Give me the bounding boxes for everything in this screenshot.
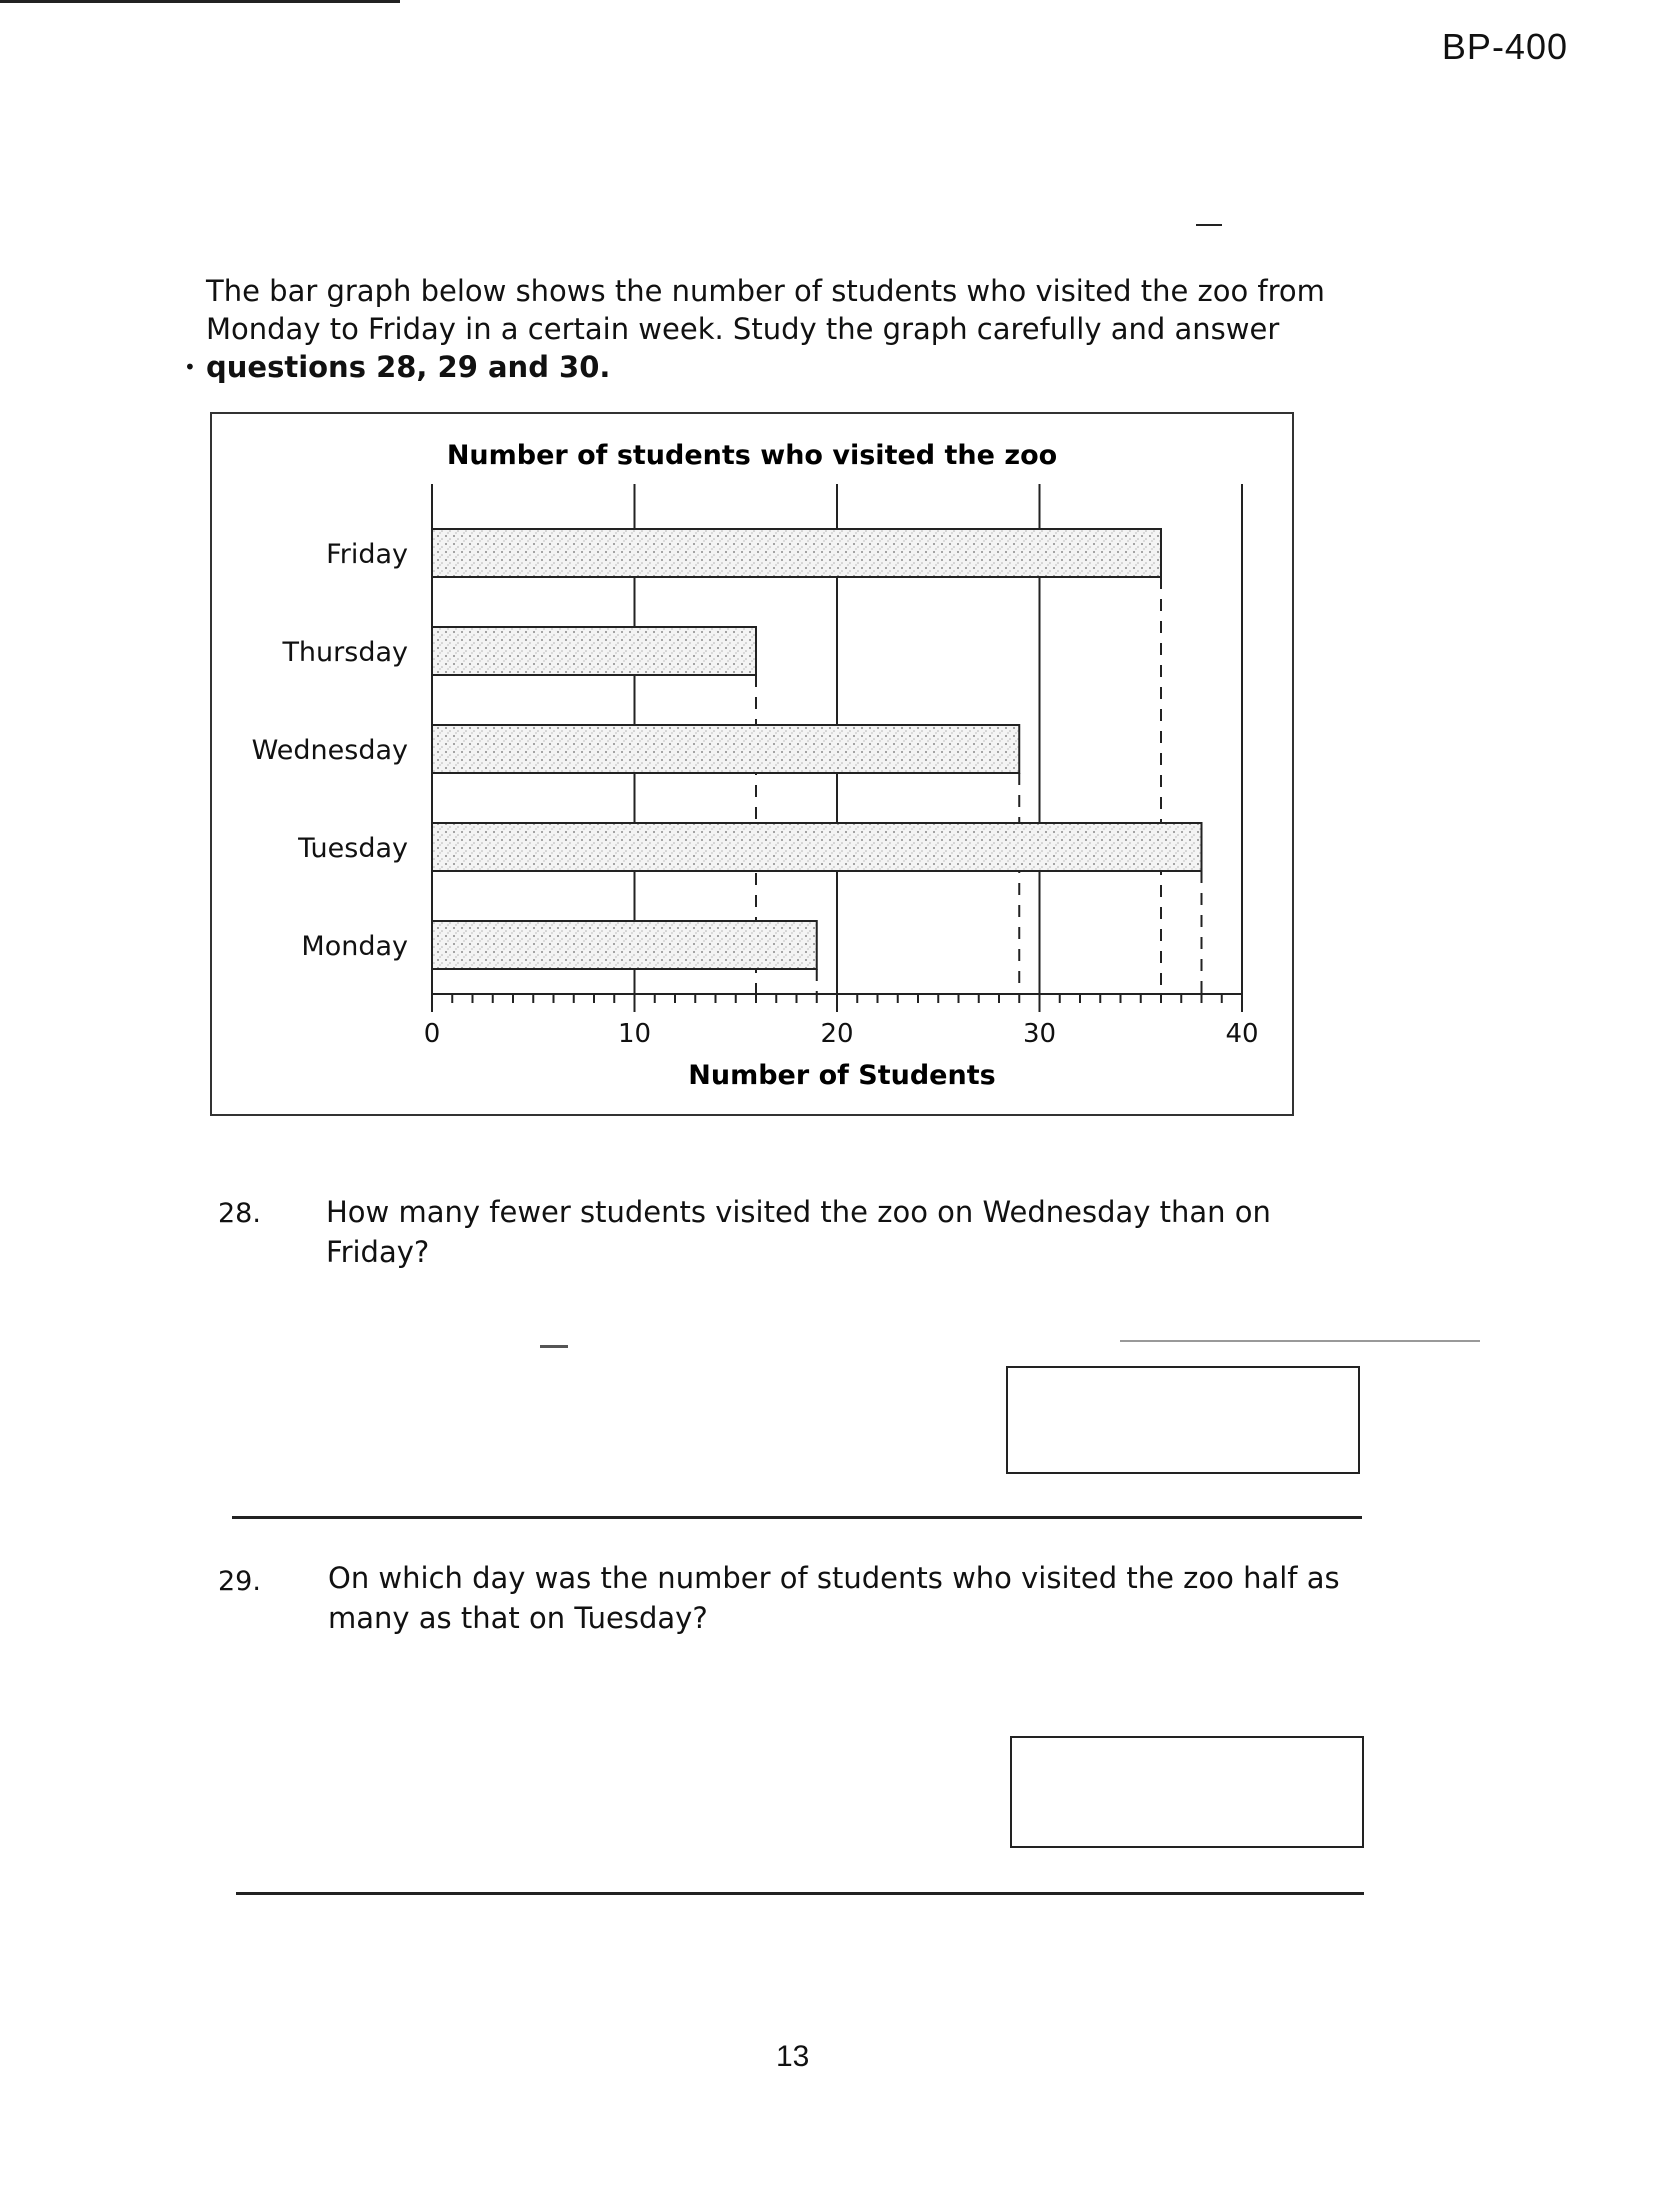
category-label: Thursday	[282, 637, 408, 668]
top-edge-rule	[0, 0, 400, 3]
paper-code: BP-400	[1441, 26, 1568, 67]
category-labels	[252, 539, 408, 962]
x-tick-label: 30	[1022, 1019, 1057, 1049]
bar-friday	[432, 529, 1161, 577]
intro-text: The bar graph below shows the number of students who visited the zoo from Monday to Friday in a certain week. Study the graph carefully and answer	[206, 274, 1325, 346]
bars	[432, 529, 1202, 994]
bar-monday	[432, 921, 817, 969]
scan-speck	[540, 1345, 568, 1348]
category-label: Tuesday	[298, 833, 408, 864]
scan-speck	[1120, 1340, 1480, 1342]
stray-dash	[1196, 224, 1222, 226]
category-label: Monday	[301, 931, 408, 962]
bar-tuesday	[432, 823, 1202, 871]
chart-frame	[210, 412, 1294, 1116]
question-28-text: How many fewer students visited the zoo on Wednesday than on Friday?	[326, 1195, 1271, 1269]
intro-bold-text: questions 28, 29 and 30.	[206, 350, 611, 384]
bar-chart	[212, 414, 1292, 1114]
question-29-text: On which day was the number of students who visited the zoo half as many as that on Tuesday?	[328, 1561, 1340, 1635]
intro-paragraph	[184, 272, 1336, 386]
x-axis-label: Number of Students	[688, 1060, 996, 1091]
answer-box-28[interactable]	[1006, 1366, 1360, 1474]
chart-title: Number of students who visited the zoo	[446, 440, 1058, 471]
bar-thursday	[432, 627, 756, 675]
question-28-number: 28.	[218, 1198, 261, 1229]
answer-box-29[interactable]	[1010, 1736, 1364, 1848]
answer-line-28	[232, 1516, 1362, 1519]
category-label: Friday	[326, 539, 408, 570]
page-number: 13	[776, 2040, 810, 2073]
bullet-mark: •	[184, 355, 196, 379]
x-tick-label: 20	[820, 1019, 854, 1049]
x-tick-label: 10	[617, 1019, 652, 1049]
question-29-number: 29.	[218, 1566, 261, 1597]
x-tick-label: 0	[423, 1019, 441, 1049]
x-tick-label: 40	[1225, 1019, 1259, 1049]
answer-line-29	[236, 1892, 1364, 1895]
bar-wednesday	[432, 725, 1019, 773]
category-label: Wednesday	[251, 735, 408, 766]
x-axis	[424, 994, 1259, 1049]
